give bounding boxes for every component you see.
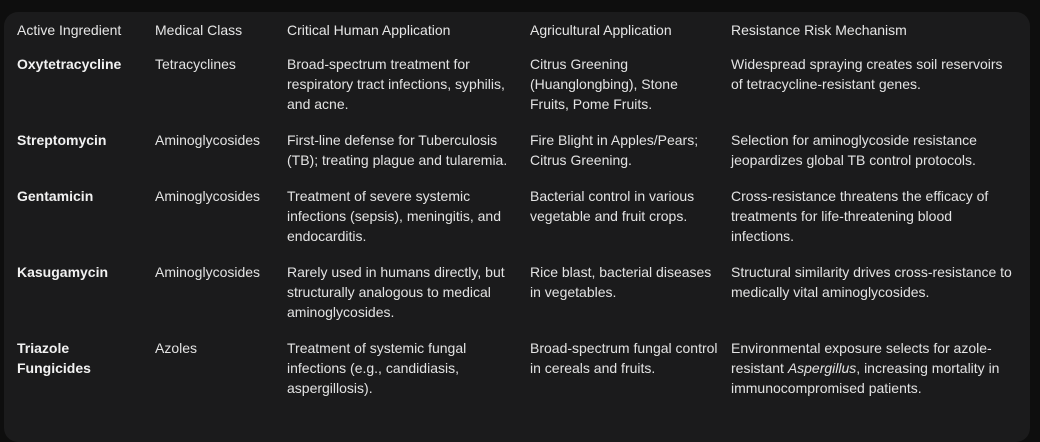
risk-text-suffix: , increasing mortality in immunocompromised patients.: [731, 360, 1000, 396]
agricultural-application-cell: Bacterial control in various vegetable and fruit crops.: [530, 188, 695, 224]
risk-text-prefix: Environmental exposure selects for azole-resistant: [731, 340, 992, 376]
human-application-cell: Rarely used in humans directly, but structurally analogous to medical aminoglycosides.: [287, 264, 505, 320]
ingredient-cell: Kasugamycin: [17, 264, 109, 280]
risk-text-organism: Aspergillus: [787, 360, 857, 376]
table-row: [12, 186, 1024, 262]
header-medical-class: Medical Class: [155, 22, 243, 38]
table-panel: [4, 12, 1030, 442]
agricultural-application-cell: Citrus Greening (Huanglongbing), Stone Fruits, Pome Fruits.: [530, 56, 678, 112]
human-application-cell: Treatment of systemic fungal infections (e.g., candidiasis, aspergillosis).: [287, 340, 467, 396]
class-cell: Aminoglycosides: [155, 264, 261, 280]
ingredient-cell: Triazole Fungicides: [17, 340, 91, 376]
header-critical-human-application: Critical Human Application: [287, 22, 451, 38]
table-row: [12, 262, 1024, 338]
resistance-risk-cell: Widespread spraying creates soil reservoirs of tetracycline-resistant genes.: [731, 56, 1003, 92]
header-active-ingredient: Active Ingredient: [17, 22, 122, 38]
agricultural-application-cell: Broad-spectrum fungal control in cereals and fruits.: [530, 340, 718, 376]
ingredient-cell: Oxytetracycline: [17, 56, 122, 72]
header-resistance-risk-mechanism: Resistance Risk Mechanism: [731, 22, 907, 38]
ingredient-cell: Streptomycin: [17, 132, 107, 148]
resistance-risk-cell: Cross-resistance threatens the efficacy of treatments for life-threatening blood infections.: [731, 188, 989, 244]
table-row: [12, 130, 1024, 186]
table-header-row: [12, 18, 1024, 54]
resistance-risk-cell: Structural similarity drives cross-resistance to medically vital aminoglycosides.: [731, 264, 1012, 300]
class-cell: Aminoglycosides: [155, 188, 261, 204]
human-application-cell: Treatment of severe systemic infections (sepsis), meningitis, and endocarditis.: [287, 188, 501, 244]
resistance-risk-cell: Selection for aminoglycoside resistance jeopardizes global TB control protocols.: [731, 132, 977, 168]
table-row: [12, 338, 1024, 414]
class-cell: Aminoglycosides: [155, 132, 261, 148]
human-application-cell: Broad-spectrum treatment for respiratory tract infections, syphilis, and acne.: [287, 56, 505, 112]
agricultural-application-cell: Fire Blight in Apples/Pears; Citrus Greening.: [530, 132, 699, 168]
header-agricultural-application: Agricultural Application: [530, 22, 672, 38]
antibiotic-resistance-table: [12, 18, 1024, 414]
human-application-cell: First-line defense for Tuberculosis (TB); treating plague and tularemia.: [287, 132, 508, 168]
resistance-risk-cell: [726, 338, 1024, 414]
agricultural-application-cell: Rice blast, bacterial diseases in vegetables.: [530, 264, 712, 300]
ingredient-cell: Gentamicin: [17, 188, 94, 204]
table-row: [12, 54, 1024, 130]
class-cell: Azoles: [155, 340, 198, 356]
class-cell: Tetracyclines: [155, 56, 236, 72]
